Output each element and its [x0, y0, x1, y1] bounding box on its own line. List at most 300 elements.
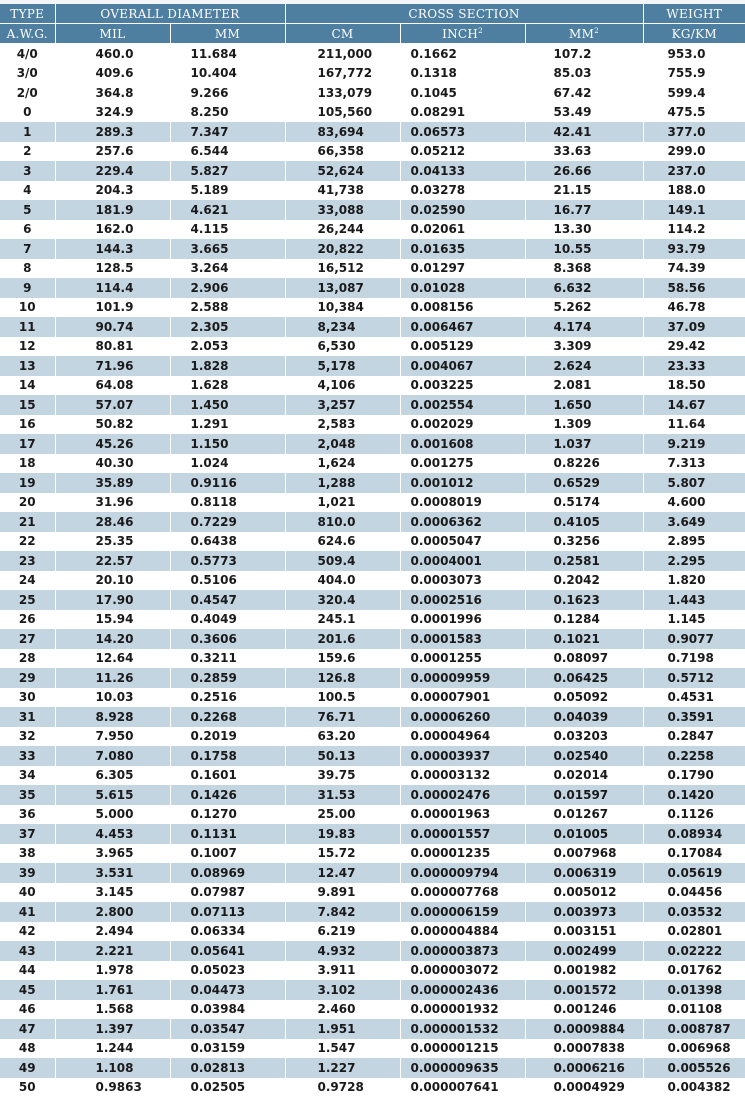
inch2-cell: 0.0001255 [400, 649, 525, 669]
mm-cell: 0.05023 [170, 961, 285, 981]
cm-cell: 810.0 [285, 512, 400, 532]
table-row [0, 824, 745, 844]
mm-cell: 9.266 [170, 83, 285, 103]
mm-cell: 1.828 [170, 356, 285, 376]
mm2-cell: 0.007968 [525, 844, 643, 864]
inch2-cell: 0.1318 [400, 64, 525, 84]
mil-cell: 20.10 [55, 571, 170, 591]
mm2-cell: 6.632 [525, 278, 643, 298]
kgkm-cell: 0.05619 [643, 863, 745, 883]
mm-cell: 3.264 [170, 259, 285, 279]
mm2-cell: 5.262 [525, 298, 643, 318]
mil-cell: 14.20 [55, 629, 170, 649]
mm2-cell: 3.309 [525, 337, 643, 357]
awg-cell: 16 [0, 415, 55, 435]
awg-cell: 8 [0, 259, 55, 279]
awg-cell: 33 [0, 746, 55, 766]
inch2-cell: 0.000001215 [400, 1039, 525, 1059]
awg-cell: 41 [0, 902, 55, 922]
table-row [0, 785, 745, 805]
awg-cell: 32 [0, 727, 55, 747]
mm2-cell: 0.1021 [525, 629, 643, 649]
cm-cell: 66,358 [285, 142, 400, 162]
mm-cell: 0.03547 [170, 1019, 285, 1039]
cm-cell: 6,530 [285, 337, 400, 357]
mil-cell: 364.8 [55, 83, 170, 103]
awg-cell: 9 [0, 278, 55, 298]
mm2-cell: 0.01005 [525, 824, 643, 844]
mil-cell: 460.0 [55, 44, 170, 64]
inch2-cell: 0.05212 [400, 142, 525, 162]
mil-cell: 22.57 [55, 551, 170, 571]
mm-cell: 0.08969 [170, 863, 285, 883]
awg-cell: 21 [0, 512, 55, 532]
inch2-cell: 0.00001557 [400, 824, 525, 844]
mm2-cell: 0.6529 [525, 473, 643, 493]
table-row [0, 161, 745, 181]
cm-header: CM [285, 24, 400, 44]
mil-cell: 7.950 [55, 727, 170, 747]
table-row [0, 493, 745, 513]
inch2-header [400, 24, 525, 44]
awg-cell: 3/0 [0, 64, 55, 84]
kgkm-cell: 0.17084 [643, 844, 745, 864]
awg-cell: 20 [0, 493, 55, 513]
cm-cell: 10,384 [285, 298, 400, 318]
awg-cell: 30 [0, 688, 55, 708]
table-row [0, 239, 745, 259]
mm2-cell: 1.309 [525, 415, 643, 435]
inch2-cell: 0.000006159 [400, 902, 525, 922]
mm2-cell: 0.2042 [525, 571, 643, 591]
mm2-cell: 0.08097 [525, 649, 643, 669]
mm-cell: 0.1007 [170, 844, 285, 864]
awg-cell: 22 [0, 532, 55, 552]
inch2-cell: 0.000004884 [400, 922, 525, 942]
inch2-cell: 0.000009794 [400, 863, 525, 883]
table-row [0, 103, 745, 123]
mm-cell: 0.2859 [170, 668, 285, 688]
table-row [0, 278, 745, 298]
mm-cell: 0.8118 [170, 493, 285, 513]
awg-cell: 6 [0, 220, 55, 240]
table-row [0, 649, 745, 669]
mm2-cell: 0.003973 [525, 902, 643, 922]
mil-cell: 7.080 [55, 746, 170, 766]
mm2-cell: 0.02540 [525, 746, 643, 766]
awg-cell: 27 [0, 629, 55, 649]
awg-cell: 11 [0, 317, 55, 337]
inch2-cell: 0.006467 [400, 317, 525, 337]
awg-cell: 47 [0, 1019, 55, 1039]
cm-cell: 3.102 [285, 980, 400, 1000]
mil-cell: 15.94 [55, 610, 170, 630]
table-row [0, 902, 745, 922]
cm-cell: 1.951 [285, 1019, 400, 1039]
kgkm-cell: 1.820 [643, 571, 745, 591]
kgkm-cell: 0.5712 [643, 668, 745, 688]
mm2-cell: 0.04039 [525, 707, 643, 727]
awg-cell: 18 [0, 454, 55, 474]
table-row [0, 64, 745, 84]
mil-cell: 324.9 [55, 103, 170, 123]
kgkm-cell: 0.005526 [643, 1058, 745, 1078]
cm-cell: 404.0 [285, 571, 400, 591]
cm-cell: 3,257 [285, 395, 400, 415]
mm-cell: 2.053 [170, 337, 285, 357]
mm-cell: 6.544 [170, 142, 285, 162]
mm2-cell: 21.15 [525, 181, 643, 201]
mm2-cell: 0.003151 [525, 922, 643, 942]
cm-cell: 31.53 [285, 785, 400, 805]
kgkm-cell: 599.4 [643, 83, 745, 103]
cm-cell: 1,624 [285, 454, 400, 474]
awg-cell: 1 [0, 122, 55, 142]
mm2-cell: 0.5174 [525, 493, 643, 513]
mm2-cell: 0.02014 [525, 766, 643, 786]
mm-cell: 0.1601 [170, 766, 285, 786]
cm-cell: 19.83 [285, 824, 400, 844]
inch2-cell: 0.00003937 [400, 746, 525, 766]
mm-cell: 8.250 [170, 103, 285, 123]
awg-cell: 44 [0, 961, 55, 981]
inch2-cell: 0.002029 [400, 415, 525, 435]
inch2-cell: 0.01028 [400, 278, 525, 298]
kgkm-cell: 2.895 [643, 532, 745, 552]
inch2-cell: 0.000001932 [400, 1000, 525, 1020]
inch2-cell: 0.1045 [400, 83, 525, 103]
mm-cell: 0.06334 [170, 922, 285, 942]
inch2-cell: 0.0003073 [400, 571, 525, 591]
table-row [0, 415, 745, 435]
kgkm-cell: 0.02801 [643, 922, 745, 942]
inch2-cell: 0.06573 [400, 122, 525, 142]
kgkm-cell: 0.004382 [643, 1078, 745, 1097]
kgkm-header: KG/KM [643, 24, 745, 44]
mm2-cell: 0.3256 [525, 532, 643, 552]
inch2-cell: 0.01297 [400, 259, 525, 279]
table-row [0, 200, 745, 220]
kgkm-cell: 475.5 [643, 103, 745, 123]
type-header: TYPE [0, 4, 55, 24]
kgkm-cell: 0.7198 [643, 649, 745, 669]
mm-cell: 0.5773 [170, 551, 285, 571]
mm-cell: 0.2268 [170, 707, 285, 727]
awg-cell: 15 [0, 395, 55, 415]
kgkm-cell: 0.2258 [643, 746, 745, 766]
awg-cell: 35 [0, 785, 55, 805]
awg-cell: 39 [0, 863, 55, 883]
cm-cell: 9.891 [285, 883, 400, 903]
mm2-cell: 33.63 [525, 142, 643, 162]
inch2-cell: 0.0008019 [400, 493, 525, 513]
kgkm-cell: 7.313 [643, 454, 745, 474]
mm-cell: 0.07987 [170, 883, 285, 903]
mm2-cell: 26.66 [525, 161, 643, 181]
kgkm-cell: 23.33 [643, 356, 745, 376]
mil-cell: 50.82 [55, 415, 170, 435]
kgkm-cell: 11.64 [643, 415, 745, 435]
mm2-cell: 67.42 [525, 83, 643, 103]
mil-cell: 144.3 [55, 239, 170, 259]
mil-cell: 11.26 [55, 668, 170, 688]
kgkm-cell: 0.1126 [643, 805, 745, 825]
cm-cell: 0.9728 [285, 1078, 400, 1097]
header-row-groups [0, 4, 745, 24]
mil-cell: 257.6 [55, 142, 170, 162]
table-row [0, 44, 745, 64]
inch2-cell: 0.00001235 [400, 844, 525, 864]
mm-cell: 0.1426 [170, 785, 285, 805]
mil-cell: 17.90 [55, 590, 170, 610]
mil-cell: 8.928 [55, 707, 170, 727]
awg-cell: 46 [0, 1000, 55, 1020]
overall-diameter-header: OVERALL DIAMETER [55, 4, 285, 24]
mm2-cell: 16.77 [525, 200, 643, 220]
inch2-cell: 0.004067 [400, 356, 525, 376]
kgkm-cell: 149.1 [643, 200, 745, 220]
inch2-cell: 0.04133 [400, 161, 525, 181]
cm-cell: 13,087 [285, 278, 400, 298]
table-row [0, 707, 745, 727]
inch2-cell: 0.00001963 [400, 805, 525, 825]
mil-cell: 45.26 [55, 434, 170, 454]
table-row [0, 610, 745, 630]
mm-cell: 0.1131 [170, 824, 285, 844]
table-row [0, 142, 745, 162]
inch2-cell: 0.005129 [400, 337, 525, 357]
mil-cell: 2.221 [55, 941, 170, 961]
cm-cell: 76.71 [285, 707, 400, 727]
awg-cell: 37 [0, 824, 55, 844]
cm-cell: 100.5 [285, 688, 400, 708]
kgkm-cell: 74.39 [643, 259, 745, 279]
inch2-cell: 0.02590 [400, 200, 525, 220]
mm2-cell: 42.41 [525, 122, 643, 142]
inch2-cell: 0.03278 [400, 181, 525, 201]
table-row [0, 1078, 745, 1097]
cm-cell: 1.547 [285, 1039, 400, 1059]
cm-cell: 39.75 [285, 766, 400, 786]
mil-cell: 2.494 [55, 922, 170, 942]
mm-cell: 0.4049 [170, 610, 285, 630]
cm-cell: 12.47 [285, 863, 400, 883]
weight-header: WEIGHT [643, 4, 745, 24]
mm-cell: 11.684 [170, 44, 285, 64]
awg-cell: 19 [0, 473, 55, 493]
awg-cell: 23 [0, 551, 55, 571]
mil-cell: 5.615 [55, 785, 170, 805]
cm-cell: 2,048 [285, 434, 400, 454]
mm2-cell: 4.174 [525, 317, 643, 337]
mil-cell: 1.568 [55, 1000, 170, 1020]
kgkm-cell: 0.04456 [643, 883, 745, 903]
mil-cell: 1.108 [55, 1058, 170, 1078]
mm-cell: 0.2516 [170, 688, 285, 708]
table-row [0, 1000, 745, 1020]
table-row [0, 356, 745, 376]
awg-cell: 5 [0, 200, 55, 220]
table-row [0, 395, 745, 415]
kgkm-cell: 953.0 [643, 44, 745, 64]
mil-cell: 1.244 [55, 1039, 170, 1059]
table-row [0, 746, 745, 766]
mm-cell: 2.906 [170, 278, 285, 298]
cm-cell: 201.6 [285, 629, 400, 649]
table-row [0, 1039, 745, 1059]
mil-cell: 3.531 [55, 863, 170, 883]
awg-cell: 49 [0, 1058, 55, 1078]
mil-cell: 5.000 [55, 805, 170, 825]
kgkm-cell: 2.295 [643, 551, 745, 571]
mm2-cell: 10.55 [525, 239, 643, 259]
table-row [0, 922, 745, 942]
awg-cell: 25 [0, 590, 55, 610]
awg-cell: 10 [0, 298, 55, 318]
mil-cell: 71.96 [55, 356, 170, 376]
inch2-cell: 0.0005047 [400, 532, 525, 552]
mm2-cell: 0.4105 [525, 512, 643, 532]
mm2-cell: 0.05092 [525, 688, 643, 708]
table-row [0, 298, 745, 318]
table-row [0, 551, 745, 571]
mil-cell: 3.145 [55, 883, 170, 903]
mm2-label: MM [569, 27, 594, 41]
mil-cell: 3.965 [55, 844, 170, 864]
mm2-cell: 0.1284 [525, 610, 643, 630]
kgkm-cell: 46.78 [643, 298, 745, 318]
awg-cell: 24 [0, 571, 55, 591]
inch2-cell: 0.08291 [400, 103, 525, 123]
awg-cell: 17 [0, 434, 55, 454]
table-row [0, 1058, 745, 1078]
kgkm-cell: 1.443 [643, 590, 745, 610]
kgkm-cell: 0.2847 [643, 727, 745, 747]
mm-cell: 0.6438 [170, 532, 285, 552]
mm-cell: 5.827 [170, 161, 285, 181]
table-row [0, 688, 745, 708]
mm2-cell: 53.49 [525, 103, 643, 123]
kgkm-cell: 188.0 [643, 181, 745, 201]
mm-cell: 4.621 [170, 200, 285, 220]
mil-cell: 1.978 [55, 961, 170, 981]
kgkm-cell: 0.1420 [643, 785, 745, 805]
mil-cell: 40.30 [55, 454, 170, 474]
mm-cell: 4.115 [170, 220, 285, 240]
mil-cell: 90.74 [55, 317, 170, 337]
mm2-cell: 1.037 [525, 434, 643, 454]
mm2-cell: 0.002499 [525, 941, 643, 961]
header-row-units [0, 24, 745, 44]
mm-cell: 1.150 [170, 434, 285, 454]
kgkm-cell: 93.79 [643, 239, 745, 259]
mil-header: MIL [55, 24, 170, 44]
mm-cell: 0.2019 [170, 727, 285, 747]
mm-cell: 0.3606 [170, 629, 285, 649]
inch2-cell: 0.00007901 [400, 688, 525, 708]
table-row [0, 727, 745, 747]
cm-cell: 245.1 [285, 610, 400, 630]
cm-cell: 4,106 [285, 376, 400, 396]
table-row [0, 532, 745, 552]
mil-cell: 0.9863 [55, 1078, 170, 1097]
inch2-cell: 0.01635 [400, 239, 525, 259]
table-row [0, 337, 745, 357]
table-row [0, 83, 745, 103]
cm-cell: 1,288 [285, 473, 400, 493]
mm-cell: 2.305 [170, 317, 285, 337]
inch2-cell: 0.02061 [400, 220, 525, 240]
cm-cell: 5,178 [285, 356, 400, 376]
awg-cell: 2 [0, 142, 55, 162]
awg-cell: 13 [0, 356, 55, 376]
cm-cell: 509.4 [285, 551, 400, 571]
mil-cell: 128.5 [55, 259, 170, 279]
cross-section-header: CROSS SECTION [285, 4, 643, 24]
mm2-cell: 0.005012 [525, 883, 643, 903]
table-row [0, 668, 745, 688]
kgkm-cell: 237.0 [643, 161, 745, 181]
table-row [0, 122, 745, 142]
mm-cell: 5.189 [170, 181, 285, 201]
cm-cell: 16,512 [285, 259, 400, 279]
kgkm-cell: 299.0 [643, 142, 745, 162]
inch2-cell: 0.000003072 [400, 961, 525, 981]
cm-cell: 50.13 [285, 746, 400, 766]
cm-cell: 2.460 [285, 1000, 400, 1020]
awg-cell: 38 [0, 844, 55, 864]
kgkm-cell: 4.600 [643, 493, 745, 513]
inch2-cell: 0.0004001 [400, 551, 525, 571]
awg-cell: 29 [0, 668, 55, 688]
awg-cell: 28 [0, 649, 55, 669]
kgkm-cell: 377.0 [643, 122, 745, 142]
kgkm-cell: 0.008787 [643, 1019, 745, 1039]
inch2-cell: 0.0002516 [400, 590, 525, 610]
cm-cell: 2,583 [285, 415, 400, 435]
mm-cell: 1.628 [170, 376, 285, 396]
mil-cell: 64.08 [55, 376, 170, 396]
cm-cell: 15.72 [285, 844, 400, 864]
mil-cell: 204.3 [55, 181, 170, 201]
cm-cell: 25.00 [285, 805, 400, 825]
cm-cell: 26,244 [285, 220, 400, 240]
table-row [0, 317, 745, 337]
mm-cell: 0.7229 [170, 512, 285, 532]
inch2-cell: 0.00006260 [400, 707, 525, 727]
table-row [0, 220, 745, 240]
mil-cell: 28.46 [55, 512, 170, 532]
awg-cell: 26 [0, 610, 55, 630]
cm-cell: 63.20 [285, 727, 400, 747]
table-row [0, 259, 745, 279]
mm2-superscript: 2 [594, 27, 599, 35]
mm-cell: 10.404 [170, 64, 285, 84]
mm-cell: 0.9116 [170, 473, 285, 493]
table-row [0, 844, 745, 864]
mil-cell: 25.35 [55, 532, 170, 552]
cm-cell: 211,000 [285, 44, 400, 64]
kgkm-cell: 0.08934 [643, 824, 745, 844]
mm-cell: 0.03984 [170, 1000, 285, 1020]
inch2-cell: 0.00004964 [400, 727, 525, 747]
mil-cell: 80.81 [55, 337, 170, 357]
inch2-superscript: 2 [478, 27, 483, 35]
mm2-header [525, 24, 643, 44]
awg-cell: 7 [0, 239, 55, 259]
kgkm-cell: 0.02222 [643, 941, 745, 961]
mm2-cell: 0.006319 [525, 863, 643, 883]
